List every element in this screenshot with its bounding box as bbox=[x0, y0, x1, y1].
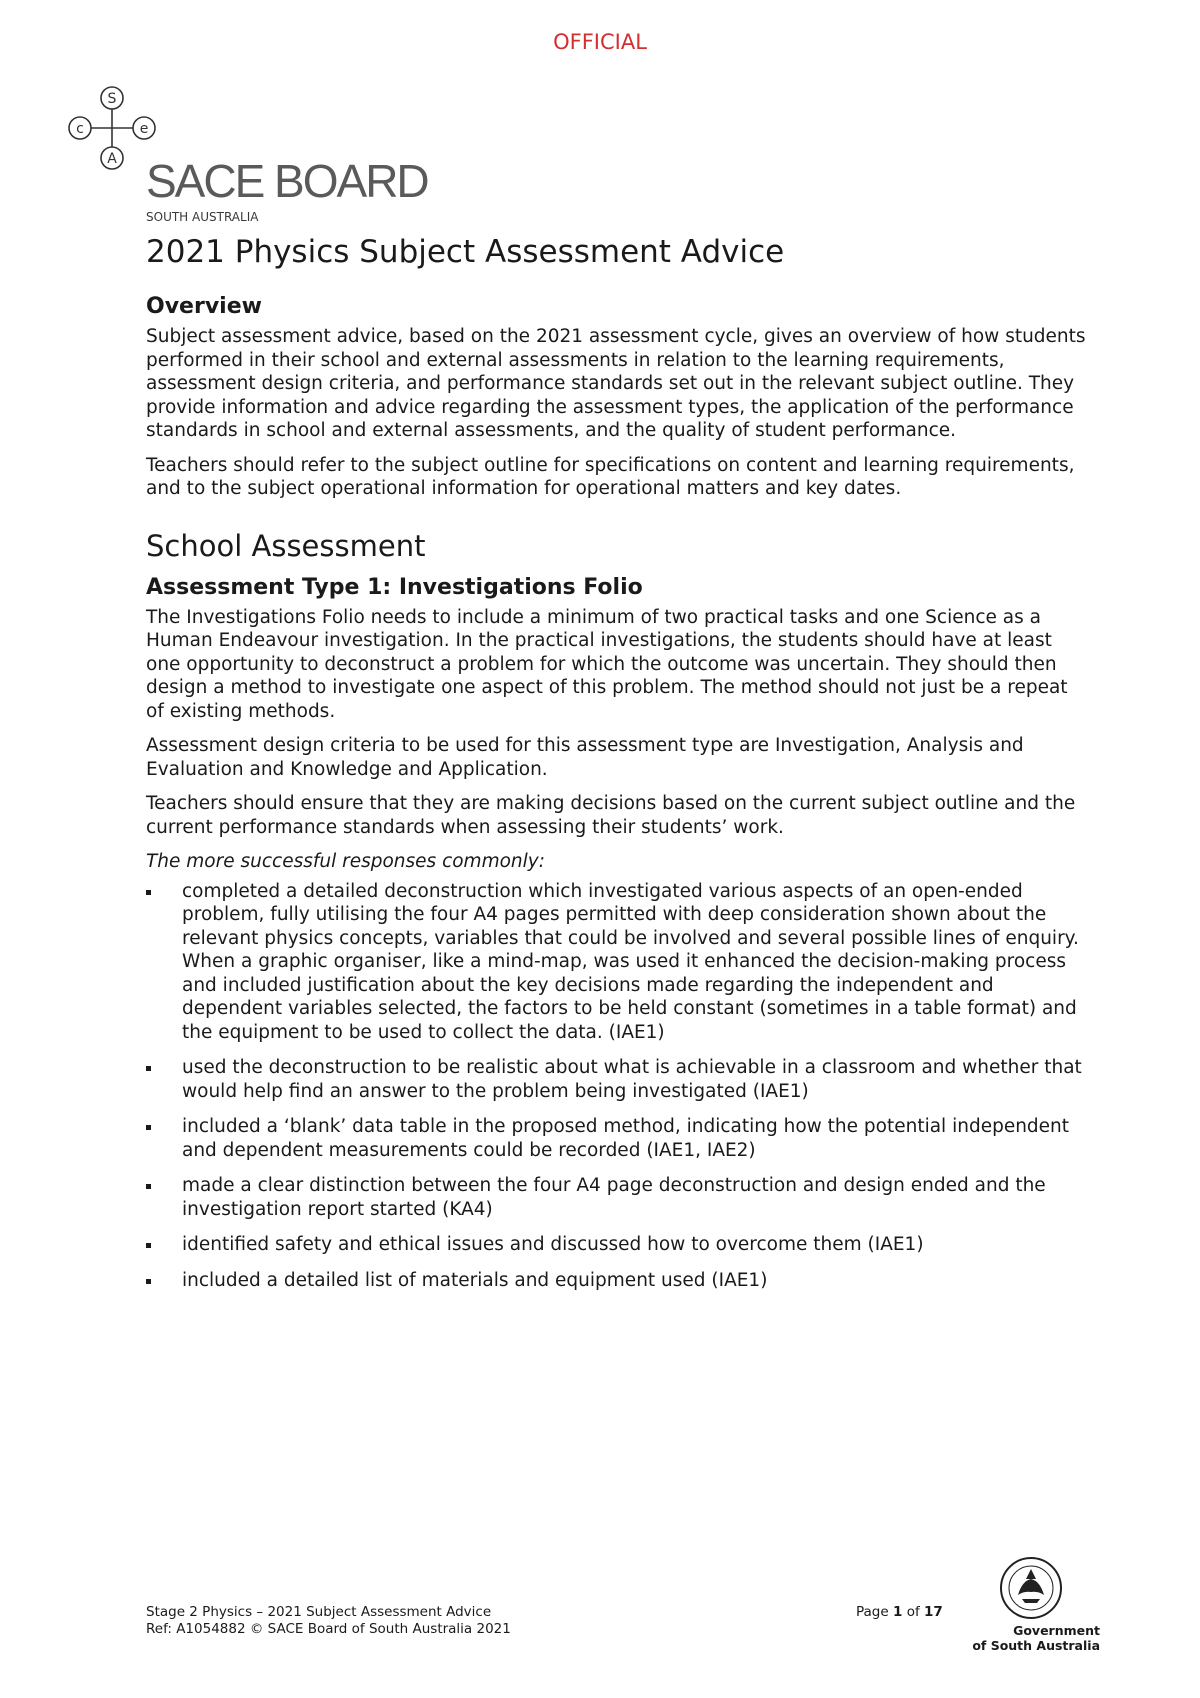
page-number bbox=[856, 1604, 943, 1620]
sace-board-logo bbox=[68, 84, 428, 224]
bullet-icon bbox=[146, 890, 151, 895]
logo-subtitle: SOUTH AUSTRALIA bbox=[146, 210, 259, 224]
list-item bbox=[146, 1056, 1086, 1103]
overview-heading: Overview bbox=[146, 294, 262, 320]
body-paragraph: The Investigations Folio needs to include a minimum of two practical tasks and one Science as a Human Endeavour investigation. In the practical investigations, the students should have at least one opportunity to deconstruct a problem for which the outcome was uncertain. They should then design a method to investigate one aspect of this problem. The method should not just be a repeat of existing methods. bbox=[146, 606, 1068, 722]
page-title: 2021 Physics Subject Assessment Advice bbox=[146, 234, 785, 270]
bullet-icon bbox=[146, 1243, 151, 1248]
assessment-type-1-heading: Assessment Type 1: Investigations Folio bbox=[146, 574, 643, 600]
logo-letter-c: c bbox=[76, 121, 84, 137]
overview-paragraph: Subject assessment advice, based on the 2021 assessment cycle, gives an overview of how students performed in their school and external assessments in relation to the learning requirements, assessment design criteria, and performance standards set out in the relevant subject outline. They provide information and advice regarding the assessment types, the application of the performance standards in school and external assessments, and the quality of student performance. bbox=[146, 326, 1086, 442]
page-current: 1 bbox=[892, 1604, 903, 1620]
footer-reference bbox=[146, 1604, 511, 1638]
list-item-text: included a ‘blank’ data table in the proposed method, indicating how the potential independent and dependent measurements could be recorded (IAE1, IAE2) bbox=[182, 1116, 1070, 1161]
body-paragraph: Assessment design criteria to be used for this assessment type are Investigation, Analysis and Evaluation and Knowledge and Application. bbox=[146, 735, 1024, 780]
logo-letter-a: A bbox=[107, 151, 117, 167]
government-text bbox=[960, 1623, 1100, 1653]
bullet-icon bbox=[146, 1066, 151, 1071]
bullet-icon bbox=[146, 1279, 151, 1284]
successful-responses-list bbox=[146, 880, 1086, 1293]
logo-name: SACE BOARD bbox=[146, 155, 428, 207]
list-item-text: used the deconstruction to be realistic about what is achievable in a classroom and whether that would help find an answer to the problem being investigated (IAE1) bbox=[182, 1057, 1082, 1102]
bullet-icon bbox=[146, 1184, 151, 1189]
list-item-text: included a detailed list of materials and equipment used (IAE1) bbox=[182, 1269, 768, 1291]
page-total: 17 bbox=[924, 1604, 943, 1620]
list-item-text: made a clear distinction between the four A4 page deconstruction and design ended and the investigation report started (KA4) bbox=[182, 1175, 1046, 1220]
overview-paragraph: Teachers should refer to the subject outline for specifications on content and learning requirements, and to the subject operational information for operational matters and key dates. bbox=[146, 454, 1075, 500]
list-item bbox=[146, 1174, 1086, 1221]
page-of: of bbox=[906, 1604, 920, 1620]
list-item bbox=[146, 1233, 1086, 1257]
successful-responses-intro: The more successful responses commonly: bbox=[146, 851, 545, 873]
document-body bbox=[146, 232, 1086, 1304]
gov-line-1: Government bbox=[1013, 1623, 1100, 1638]
list-item bbox=[146, 1115, 1086, 1162]
gov-line-2: of South Australia bbox=[972, 1638, 1100, 1653]
sace-logo-mark-icon bbox=[68, 84, 158, 174]
list-item bbox=[146, 880, 1086, 1045]
logo-letter-s: S bbox=[107, 91, 117, 107]
school-assessment-heading: School Assessment bbox=[146, 528, 426, 563]
government-of-south-australia-logo bbox=[960, 1555, 1100, 1655]
list-item-text: completed a detailed deconstruction which investigated various aspects of an open-ended problem, fully utilising the four A4 pages permitted with deep consideration shown about the relevant physics concepts, variables that could be involved and several possible lines of enquiry. When a graphic organiser, like a mind-map, was used it enhanced the decision-making process and included justification about the key decisions made regarding the independent and dependent variables selected, the factors to be held constant (sometimes in a table format) and the equipment to be used to collect the data. (IAE1) bbox=[182, 880, 1079, 1043]
body-paragraph: Teachers should ensure that they are making decisions based on the current subject outline and the current performance standards when assessing their students’ work. bbox=[146, 793, 1076, 838]
footer-line-1: Stage 2 Physics – 2021 Subject Assessment Advice bbox=[146, 1604, 492, 1620]
state-crest-icon bbox=[996, 1555, 1066, 1621]
logo-letter-e: e bbox=[139, 121, 149, 137]
list-item-text: identified safety and ethical issues and discussed how to overcome them (IAE1) bbox=[182, 1234, 924, 1256]
classification-label: OFFICIAL bbox=[553, 30, 647, 54]
list-item bbox=[146, 1269, 1086, 1293]
page-word: Page bbox=[856, 1604, 889, 1620]
footer-line-2: Ref: A1054882 © SACE Board of South Australia 2021 bbox=[146, 1621, 511, 1637]
bullet-icon bbox=[146, 1125, 151, 1130]
